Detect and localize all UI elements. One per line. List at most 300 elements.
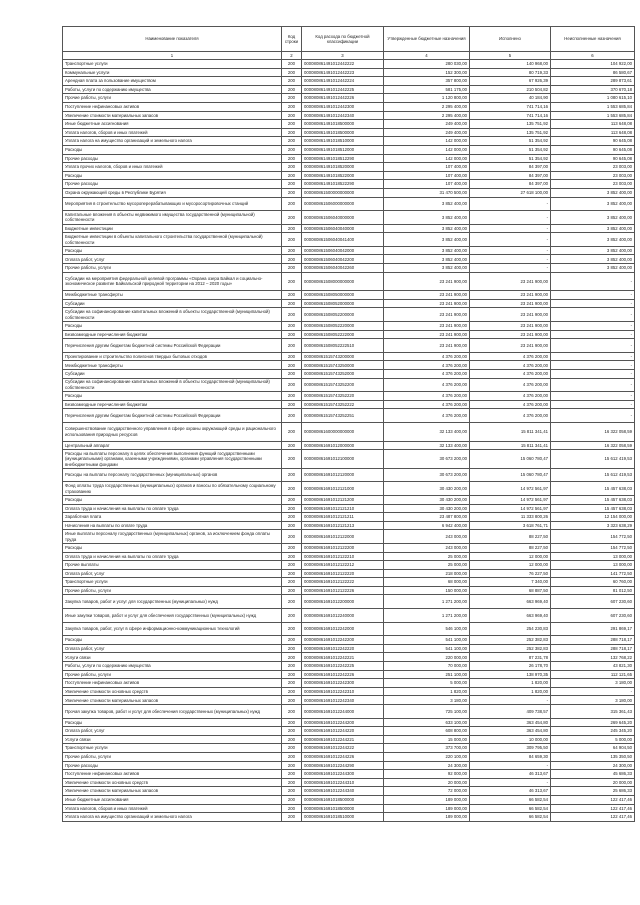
row-line-code: 200 xyxy=(282,595,302,609)
row-unexecuted: 1 080 615,10 xyxy=(551,94,635,103)
column-number: 5 xyxy=(470,52,551,60)
row-budget-code: 000080861491018522000 xyxy=(302,171,384,180)
table-row xyxy=(63,569,635,578)
row-budget-code: 000080861691018500000 xyxy=(302,804,384,813)
row-executed: 663 969,40 xyxy=(470,609,551,623)
row-line-code: 200 xyxy=(282,409,302,423)
row-line-code: 200 xyxy=(282,171,302,180)
row-name: Коммунальные услуги xyxy=(63,68,282,77)
row-approved: 3 852 400,00 xyxy=(384,233,470,247)
row-name: Прочие расходы xyxy=(63,154,282,163)
row-unexecuted: - xyxy=(551,409,635,423)
row-executed: 51 354,92 xyxy=(470,137,551,146)
row-name: Увеличение стоимости материальных запасов xyxy=(63,696,282,705)
row-name: Увеличение стоимости материальных запасов xyxy=(63,111,282,120)
row-executed: 741 714,16 xyxy=(470,111,551,120)
table-row xyxy=(63,246,635,255)
table-row xyxy=(63,400,635,409)
table-row xyxy=(63,687,635,696)
table-row xyxy=(63,662,635,671)
row-approved: 1 271 200,00 xyxy=(384,595,470,609)
row-line-code: 200 xyxy=(282,339,302,353)
row-name: Расходы xyxy=(63,495,282,504)
column-number: 3 xyxy=(302,52,384,60)
row-name: Перечисления другим бюджетам бюджетной системы Российской Федерации xyxy=(63,339,282,353)
row-executed: 138 970,35 xyxy=(470,670,551,679)
row-line-code: 200 xyxy=(282,744,302,753)
row-approved: 25 000,00 xyxy=(384,552,470,561)
row-approved: 92 000,00 xyxy=(384,770,470,779)
row-budget-code: 000080861691012122210 xyxy=(302,552,384,561)
row-executed: 23 241 900,00 xyxy=(470,272,551,291)
row-line-code: 200 xyxy=(282,441,302,450)
row-approved: 23 241 900,00 xyxy=(384,291,470,300)
row-approved: 357 800,00 xyxy=(384,77,470,86)
row-line-code: 200 xyxy=(282,197,302,211)
row-executed: 46 313,67 xyxy=(470,787,551,796)
row-executed: 4 376 200,00 xyxy=(470,361,551,370)
column-number: 2 xyxy=(282,52,302,60)
row-budget-code: 000080861691012100000 xyxy=(302,450,384,469)
row-approved: 142 000,00 xyxy=(384,154,470,163)
table-row xyxy=(63,813,635,822)
row-unexecuted: - xyxy=(551,339,635,353)
row-approved: 218 000,00 xyxy=(384,569,470,578)
row-unexecuted: 370 670,18 xyxy=(551,85,635,94)
table-row xyxy=(63,272,635,291)
table-row xyxy=(63,653,635,662)
table-row xyxy=(63,586,635,595)
row-budget-code: 000080861491012442226 xyxy=(302,94,384,103)
row-budget-code: 000080861691012242310 xyxy=(302,687,384,696)
row-unexecuted: 3 852 400,00 xyxy=(551,188,635,197)
row-executed: 23 241 900,00 xyxy=(470,322,551,331)
row-executed: 40 184,90 xyxy=(470,94,551,103)
row-budget-code: 000080861691018500000 xyxy=(302,795,384,804)
table-row xyxy=(63,188,635,197)
row-approved: 3 852 400,00 xyxy=(384,197,470,211)
row-approved: 2 295 400,00 xyxy=(384,111,470,120)
row-line-code: 200 xyxy=(282,521,302,530)
row-executed: 84 397,00 xyxy=(470,163,551,172)
row-line-code: 200 xyxy=(282,77,302,86)
row-budget-code: 000080861691012244221 xyxy=(302,735,384,744)
row-unexecuted: 45 686,33 xyxy=(551,770,635,779)
row-name: Оплата труда и начисления на выплаты по оплате труда xyxy=(63,552,282,561)
row-executed: 363 454,80 xyxy=(470,718,551,727)
row-executed: 66 582,54 xyxy=(470,804,551,813)
row-budget-code: 000080861691012122226 xyxy=(302,586,384,595)
row-line-code: 200 xyxy=(282,561,302,570)
row-approved: 249 400,00 xyxy=(384,120,470,129)
row-executed: 4 376 200,00 xyxy=(470,392,551,401)
row-line-code: 200 xyxy=(282,644,302,653)
table-row xyxy=(63,111,635,120)
row-unexecuted: 3 852 400,00 xyxy=(551,224,635,233)
row-approved: 32 133 400,00 xyxy=(384,422,470,441)
row-unexecuted: - xyxy=(551,308,635,322)
row-line-code: 200 xyxy=(282,761,302,770)
row-budget-code: 000080861691012122212 xyxy=(302,561,384,570)
row-line-code: 200 xyxy=(282,787,302,796)
row-name: Проектирование и строительство полигонов твердых бытовых отходов xyxy=(63,352,282,361)
row-executed: 15 060 780,47 xyxy=(470,450,551,469)
row-approved: 3 180,00 xyxy=(384,696,470,705)
row-name: Поступление нефинансовых активов xyxy=(63,770,282,779)
row-line-code: 200 xyxy=(282,450,302,469)
table-body xyxy=(63,60,635,822)
table-row xyxy=(63,795,635,804)
row-budget-code: 000080861691012244220 xyxy=(302,727,384,736)
row-line-code: 200 xyxy=(282,211,302,225)
row-budget-code: 000080861691012121213 xyxy=(302,521,384,530)
row-executed: 12 000,00 xyxy=(470,561,551,570)
row-line-code: 200 xyxy=(282,752,302,761)
row-unexecuted: - xyxy=(551,330,635,339)
table-row xyxy=(63,361,635,370)
row-approved: 581 175,00 xyxy=(384,85,470,94)
row-approved: 20 000,00 xyxy=(384,778,470,787)
row-name: Расходы xyxy=(63,145,282,154)
row-name: Оплата работ, услуг xyxy=(63,644,282,653)
row-name: Капитальные вложения в объекты недвижимого имущества государственной (муниципальной) собственности xyxy=(63,211,282,225)
row-executed: 14 972 561,97 xyxy=(470,495,551,504)
row-budget-code: 000080861515743250000 xyxy=(302,361,384,370)
row-approved: 23 241 900,00 xyxy=(384,299,470,308)
row-name: Арендная плата за пользование имуществом xyxy=(63,77,282,86)
row-budget-code: 000080861506040000000 xyxy=(302,211,384,225)
row-executed: - xyxy=(470,761,551,770)
row-name: Оплата работ, услуг xyxy=(63,255,282,264)
row-name: Увеличение стоимости основных средств xyxy=(63,778,282,787)
row-line-code: 200 xyxy=(282,504,302,513)
row-executed: 23 241 900,00 xyxy=(470,291,551,300)
row-approved: 4 376 200,00 xyxy=(384,370,470,379)
table-row xyxy=(63,609,635,623)
row-executed: 84 397,00 xyxy=(470,180,551,189)
row-budget-code: 000080861691012121200 xyxy=(302,495,384,504)
row-approved: 107 400,00 xyxy=(384,180,470,189)
row-line-code: 200 xyxy=(282,255,302,264)
row-line-code: 200 xyxy=(282,145,302,154)
row-unexecuted: 113 648,08 xyxy=(551,120,635,129)
row-unexecuted: 3 180,00 xyxy=(551,679,635,688)
row-approved: 30 430 200,00 xyxy=(384,482,470,496)
row-approved: 3 852 400,00 xyxy=(384,255,470,264)
row-name: Уплата налога на имущество организаций и земельного налога xyxy=(63,137,282,146)
row-executed: - xyxy=(470,264,551,273)
table-row xyxy=(63,154,635,163)
row-name: Субсидии на софинансирование капитальных вложений в объекты государственной (муниципальной) собственности xyxy=(63,378,282,392)
row-name: Оплата работ, услуг xyxy=(63,569,282,578)
row-line-code: 200 xyxy=(282,361,302,370)
row-budget-code: 000080861691012242200 xyxy=(302,636,384,645)
row-name: Бюджетные инвестиции в объекты капитального строительства государственной (муниципальной) собственности xyxy=(63,233,282,247)
row-name: Транспортные услуги xyxy=(63,744,282,753)
row-approved: 107 400,00 xyxy=(384,163,470,172)
row-name: Межбюджетные трансферты xyxy=(63,291,282,300)
row-executed: 4 376 200,00 xyxy=(470,352,551,361)
row-unexecuted: 90 645,08 xyxy=(551,137,635,146)
row-budget-code: 000080861691012000000 xyxy=(302,441,384,450)
header-name: Наименование показателя xyxy=(63,27,282,52)
row-line-code: 200 xyxy=(282,495,302,504)
table-row xyxy=(63,450,635,469)
row-line-code: 200 xyxy=(282,128,302,137)
table-row xyxy=(63,622,635,636)
row-approved: 1 820,00 xyxy=(384,687,470,696)
row-unexecuted: 13 000,00 xyxy=(551,561,635,570)
row-unexecuted: 24 300,00 xyxy=(551,761,635,770)
row-budget-code: 000080861691018510000 xyxy=(302,813,384,822)
row-name: Транспортные услуги xyxy=(63,578,282,587)
row-name: Уплата налогов, сборов и иных платежей xyxy=(63,128,282,137)
column-number: 4 xyxy=(384,52,470,60)
table-row xyxy=(63,352,635,361)
row-budget-code: 000080861508052222510 xyxy=(302,339,384,353)
row-budget-code: 000080861506040042000 xyxy=(302,246,384,255)
row-approved: 107 400,00 xyxy=(384,171,470,180)
row-name: Бюджетные инвестиции xyxy=(63,224,282,233)
row-executed: 4 376 200,00 xyxy=(470,378,551,392)
row-budget-code: 000080861691012242221 xyxy=(302,653,384,662)
table-row xyxy=(63,264,635,273)
row-approved: 725 100,00 xyxy=(384,705,470,719)
row-executed: 363 454,80 xyxy=(470,727,551,736)
row-name: Прочие расходы xyxy=(63,180,282,189)
row-unexecuted: 64 904,50 xyxy=(551,744,635,753)
row-approved: 1 271 200,00 xyxy=(384,609,470,623)
row-budget-code: 000080861515743252200 xyxy=(302,378,384,392)
row-line-code: 200 xyxy=(282,264,302,273)
row-executed: 88 227,50 xyxy=(470,530,551,544)
row-budget-code: 000080861506040041400 xyxy=(302,233,384,247)
row-line-code: 200 xyxy=(282,422,302,441)
row-name: Поступление нефинансовых активов xyxy=(63,679,282,688)
table-row xyxy=(63,60,635,69)
row-executed: - xyxy=(470,778,551,787)
table-row xyxy=(63,578,635,587)
row-line-code: 200 xyxy=(282,224,302,233)
row-budget-code: 000080861491018512290 xyxy=(302,154,384,163)
row-unexecuted: 288 718,17 xyxy=(551,644,635,653)
row-executed: 135 751,92 xyxy=(470,120,551,129)
row-unexecuted: 3 852 400,00 xyxy=(551,233,635,247)
row-unexecuted: 122 417,46 xyxy=(551,813,635,822)
row-executed: 27 618 100,00 xyxy=(470,188,551,197)
row-name: Уплата прочих налогов, сборов и иных платежей xyxy=(63,163,282,172)
table-row xyxy=(63,778,635,787)
row-unexecuted: 5 000,00 xyxy=(551,735,635,744)
row-budget-code: 000080861500000000000 xyxy=(302,188,384,197)
row-line-code: 200 xyxy=(282,778,302,787)
row-name: Работы, услуги по содержанию имущества xyxy=(63,85,282,94)
row-unexecuted: 1 553 685,84 xyxy=(551,111,635,120)
row-budget-code: 000080861491012442224 xyxy=(302,77,384,86)
table-row xyxy=(63,409,635,423)
row-line-code: 200 xyxy=(282,718,302,727)
row-unexecuted: - xyxy=(551,378,635,392)
row-budget-code: 000080861491012442300 xyxy=(302,102,384,111)
row-executed: 663 969,40 xyxy=(470,595,551,609)
table-row xyxy=(63,670,635,679)
header-budget-code: Код расхода по бюджетной классификации xyxy=(302,27,384,52)
row-budget-code: 000080861691012244340 xyxy=(302,787,384,796)
column-number: 6 xyxy=(551,52,635,60)
row-unexecuted: 122 417,46 xyxy=(551,804,635,813)
row-line-code: 200 xyxy=(282,586,302,595)
row-line-code: 200 xyxy=(282,392,302,401)
row-approved: 2 295 400,00 xyxy=(384,102,470,111)
table-row xyxy=(63,85,635,94)
row-budget-code: 000080861515743200000 xyxy=(302,352,384,361)
row-line-code: 200 xyxy=(282,770,302,779)
row-approved: 541 100,00 xyxy=(384,636,470,645)
row-budget-code: 000080861691012244226 xyxy=(302,752,384,761)
row-executed: 15 060 780,47 xyxy=(470,468,551,482)
row-budget-code: 000080861691012122222 xyxy=(302,578,384,587)
table-row xyxy=(63,495,635,504)
row-executed: 1 820,00 xyxy=(470,687,551,696)
row-approved: 30 673 200,00 xyxy=(384,450,470,469)
row-unexecuted: - xyxy=(551,361,635,370)
row-line-code: 200 xyxy=(282,735,302,744)
row-line-code: 200 xyxy=(282,233,302,247)
row-approved: 633 100,00 xyxy=(384,718,470,727)
row-approved: 30 430 200,00 xyxy=(384,504,470,513)
row-line-code: 200 xyxy=(282,543,302,552)
row-line-code: 200 xyxy=(282,85,302,94)
table-row xyxy=(63,422,635,441)
row-name: Услуги связи xyxy=(63,735,282,744)
row-executed: - xyxy=(470,211,551,225)
row-budget-code: 000080861691012244290 xyxy=(302,761,384,770)
row-name: Прочие работы, услуги xyxy=(63,264,282,273)
row-executed: 210 504,82 xyxy=(470,85,551,94)
row-approved: 1 120 800,00 xyxy=(384,94,470,103)
row-name: Расходы xyxy=(63,543,282,552)
table-row xyxy=(63,744,635,753)
row-name: Иные бюджетные ассигнования xyxy=(63,795,282,804)
row-budget-code: 000080861691012200000 xyxy=(302,595,384,609)
table-row xyxy=(63,530,635,544)
row-executed: 254 230,83 xyxy=(470,622,551,636)
row-executed: 23 241 900,00 xyxy=(470,299,551,308)
row-name: Безвозмездные перечисления бюджетам xyxy=(63,400,282,409)
row-line-code: 200 xyxy=(282,578,302,587)
row-executed: 7 340,00 xyxy=(470,578,551,587)
row-budget-code: 000080861506000000000 xyxy=(302,197,384,211)
row-unexecuted: 141 772,50 xyxy=(551,569,635,578)
row-name: Фонд оплаты труда государственных (муниципальных) органов и взносы по обязательному социальному страхованию xyxy=(63,482,282,496)
row-name: Расходы xyxy=(63,246,282,255)
table-row xyxy=(63,504,635,513)
row-unexecuted: 288 718,17 xyxy=(551,636,635,645)
row-name: Прочие работы, услуги xyxy=(63,586,282,595)
budget-execution-table xyxy=(62,26,635,822)
row-executed: - xyxy=(470,255,551,264)
row-executed: 23 241 900,00 xyxy=(470,308,551,322)
row-name: Прочие расходы xyxy=(63,761,282,770)
row-unexecuted: 3 323 638,29 xyxy=(551,521,635,530)
table-row xyxy=(63,233,635,247)
table-row xyxy=(63,197,635,211)
row-line-code: 200 xyxy=(282,60,302,69)
row-line-code: 200 xyxy=(282,530,302,544)
row-approved: 4 376 200,00 xyxy=(384,392,470,401)
row-executed: 140 968,00 xyxy=(470,60,551,69)
table-row xyxy=(63,77,635,86)
row-name: Субсидии xyxy=(63,299,282,308)
table-row xyxy=(63,137,635,146)
column-number: 1 xyxy=(63,52,282,60)
row-approved: 31 470 500,00 xyxy=(384,188,470,197)
row-approved: 15 000,00 xyxy=(384,735,470,744)
table-row xyxy=(63,180,635,189)
row-name: Субсидии xyxy=(63,370,282,379)
row-executed: 87 231,78 xyxy=(470,653,551,662)
row-unexecuted: 15 612 419,53 xyxy=(551,450,635,469)
table-row xyxy=(63,211,635,225)
table-row xyxy=(63,735,635,744)
row-unexecuted: 291 869,17 xyxy=(551,622,635,636)
row-unexecuted: 104 922,00 xyxy=(551,60,635,69)
row-approved: 4 376 200,00 xyxy=(384,409,470,423)
row-unexecuted: - xyxy=(551,392,635,401)
row-line-code: 200 xyxy=(282,727,302,736)
row-executed: 68 887,50 xyxy=(470,586,551,595)
row-name: Безвозмездные перечисления бюджетам xyxy=(63,330,282,339)
row-unexecuted: 20 000,00 xyxy=(551,778,635,787)
row-executed: - xyxy=(470,696,551,705)
row-line-code: 200 xyxy=(282,291,302,300)
row-name: Субсидии на мероприятия федеральной целевой программы «Охрана озера Байкал и социально-экономическое развитие Байкальской природной территории на 2012 – 2020 годы» xyxy=(63,272,282,291)
row-executed: 409 738,57 xyxy=(470,705,551,719)
row-line-code: 200 xyxy=(282,68,302,77)
row-name: Увеличение стоимости основных средств xyxy=(63,687,282,696)
table-row xyxy=(63,718,635,727)
row-line-code: 200 xyxy=(282,513,302,522)
table-row xyxy=(63,679,635,688)
row-unexecuted: 90 645,08 xyxy=(551,145,635,154)
row-line-code: 200 xyxy=(282,154,302,163)
table-row xyxy=(63,696,635,705)
row-approved: 150 000,00 xyxy=(384,586,470,595)
row-budget-code: 000080861491018512000 xyxy=(302,145,384,154)
row-executed: 46 313,67 xyxy=(470,770,551,779)
row-executed: 66 582,54 xyxy=(470,813,551,822)
row-approved: 3 852 400,00 xyxy=(384,264,470,273)
row-budget-code: 000080861491018522290 xyxy=(302,180,384,189)
row-unexecuted: 16 322 058,59 xyxy=(551,441,635,450)
row-line-code: 200 xyxy=(282,352,302,361)
row-unexecuted: 23 003,00 xyxy=(551,163,635,172)
row-name: Расходы xyxy=(63,392,282,401)
row-unexecuted: 13 000,00 xyxy=(551,552,635,561)
table-header-row xyxy=(63,27,635,52)
row-executed: 14 972 561,97 xyxy=(470,482,551,496)
row-approved: 152 300,00 xyxy=(384,68,470,77)
row-line-code: 200 xyxy=(282,272,302,291)
row-unexecuted: 3 180,00 xyxy=(551,696,635,705)
row-name: Начисления на выплаты по оплате труда xyxy=(63,521,282,530)
row-executed: - xyxy=(470,224,551,233)
row-name: Работы, услуги по содержанию имущества xyxy=(63,662,282,671)
row-line-code: 200 xyxy=(282,188,302,197)
table-row xyxy=(63,128,635,137)
row-line-code: 200 xyxy=(282,322,302,331)
row-budget-code: 000080861508050000000 xyxy=(302,291,384,300)
